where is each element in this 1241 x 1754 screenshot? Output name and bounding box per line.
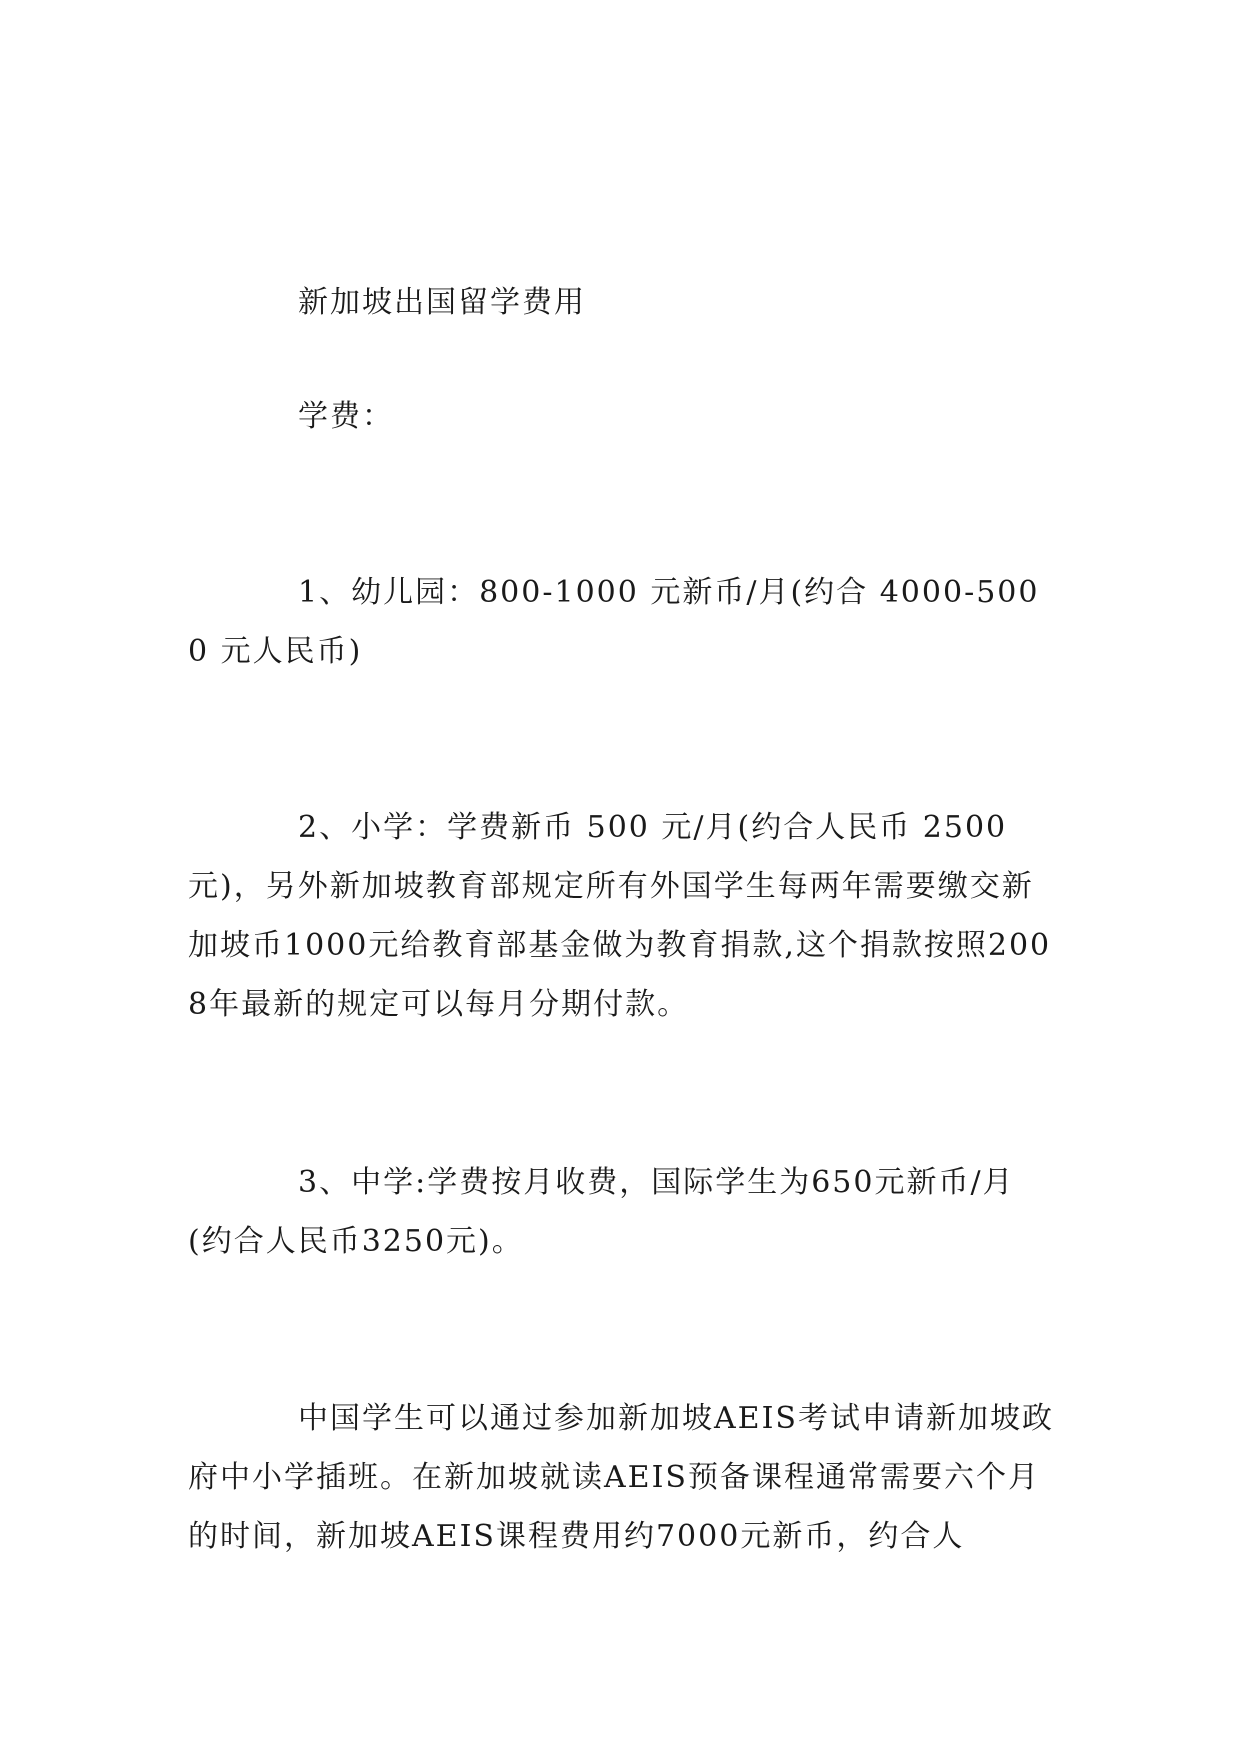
paragraph-kindergarten-fee: 1、幼儿园：800-1000 元新币/月(约合 4000-5000 元人民币): [188, 575, 1040, 669]
document-title: 新加坡出国留学费用: [298, 285, 586, 320]
paragraph-primary-school-fee: 2、小学：学费新币 500 元/月(约合人民币 2500 元)，另外新加坡教育部规定所有外国学生每两年需要缴交新加坡币1000元给教育部基金做为教育捐款,这个捐款按照2008年最新的规定可以每月分期付款。: [188, 810, 1052, 1022]
paragraph-aeis-exam: 中国学生可以通过参加新加坡AEIS考试申请新加坡政府中小学插班。在新加坡就读AEIS预备课程通常需要六个月的时间，新加坡AEIS课程费用约7000元新币，约合人: [188, 1401, 1054, 1554]
paragraph-secondary-school-fee: 3、中学:学费按月收费，国际学生为650元新币/月(约合人民币3250元)。: [188, 1165, 1015, 1259]
section-heading: 学费：: [298, 399, 394, 434]
